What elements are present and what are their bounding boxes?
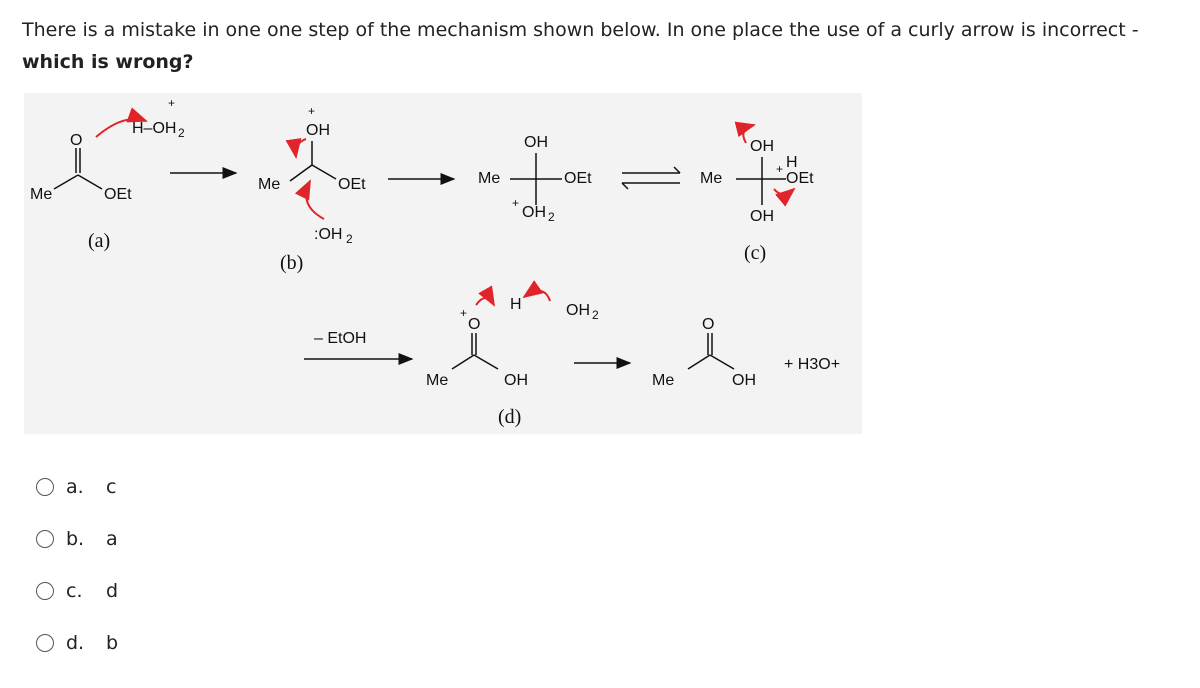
question-plain: There is a mistake in one one step of the mechanism shown below. In one place the use of a curly arrow is incorrect - — [22, 19, 1139, 41]
svg-text:Me: Me — [652, 372, 675, 389]
svg-text:OH: OH — [504, 372, 528, 389]
label-b: (b) — [280, 252, 304, 274]
option-letter: c. — [66, 580, 83, 602]
structure-product — [652, 316, 840, 389]
option-text: a — [106, 528, 118, 550]
svg-text:OEt: OEt — [564, 170, 592, 187]
radio-button[interactable] — [36, 582, 54, 600]
svg-text:+: + — [776, 162, 784, 176]
option-letter: a. — [66, 476, 84, 498]
svg-text:OH: OH — [750, 138, 774, 155]
svg-text:OH: OH — [522, 204, 546, 221]
svg-text:Me: Me — [700, 170, 723, 187]
byproduct-h3o: + H3O+ — [784, 356, 841, 373]
svg-text:H–OH: H–OH — [132, 120, 177, 137]
svg-text:OH: OH — [750, 208, 774, 225]
svg-text:O: O — [468, 316, 481, 333]
svg-text:OEt: OEt — [786, 170, 814, 187]
svg-text:2: 2 — [548, 210, 555, 224]
svg-text:H: H — [786, 154, 798, 171]
mechanism-drawing — [24, 93, 862, 434]
svg-text:OH: OH — [732, 372, 756, 389]
svg-text:+: + — [308, 104, 316, 118]
svg-text:OEt: OEt — [104, 186, 132, 203]
question-bold: which is wrong? — [22, 51, 194, 73]
radio-button[interactable] — [36, 478, 54, 496]
option-d[interactable] — [36, 628, 118, 658]
svg-text:+: + — [168, 96, 176, 110]
structure-d — [426, 291, 599, 428]
svg-text:2: 2 — [346, 232, 353, 246]
svg-text:O: O — [702, 316, 715, 333]
svg-text:Me: Me — [426, 372, 449, 389]
option-letter: d. — [66, 632, 85, 654]
svg-text:OH: OH — [566, 302, 590, 319]
structure-b — [258, 104, 366, 274]
svg-text:OEt: OEt — [338, 176, 366, 193]
structure-tetrahedral — [478, 134, 592, 224]
radio-button[interactable] — [36, 634, 54, 652]
option-c[interactable] — [36, 576, 118, 606]
reagent-etoh: – EtOH — [314, 330, 367, 347]
label-c: (c) — [744, 242, 767, 264]
svg-text:2: 2 — [178, 126, 185, 140]
svg-text:H: H — [510, 296, 522, 313]
svg-text:Me: Me — [30, 186, 53, 203]
structure-c — [700, 125, 814, 264]
svg-text:2: 2 — [592, 308, 599, 322]
structure-a — [30, 96, 185, 252]
option-text: c — [106, 476, 117, 498]
option-letter: b. — [66, 528, 85, 550]
option-b[interactable] — [36, 524, 118, 554]
svg-text:+: + — [512, 196, 520, 210]
label-d: (d) — [498, 406, 522, 428]
svg-text:Me: Me — [478, 170, 501, 187]
svg-text:Me: Me — [258, 176, 281, 193]
question-text — [22, 14, 1182, 78]
svg-text:O: O — [70, 132, 83, 149]
option-text: b — [106, 632, 119, 654]
svg-text::OH: :OH — [314, 226, 343, 243]
option-a[interactable] — [36, 472, 116, 502]
option-text: d — [106, 580, 119, 602]
svg-text:+: + — [460, 306, 468, 320]
svg-text:OH: OH — [306, 122, 330, 139]
svg-text:OH: OH — [524, 134, 548, 151]
radio-button[interactable] — [36, 530, 54, 548]
label-a: (a) — [88, 230, 111, 252]
mechanism-scheme — [24, 93, 862, 434]
